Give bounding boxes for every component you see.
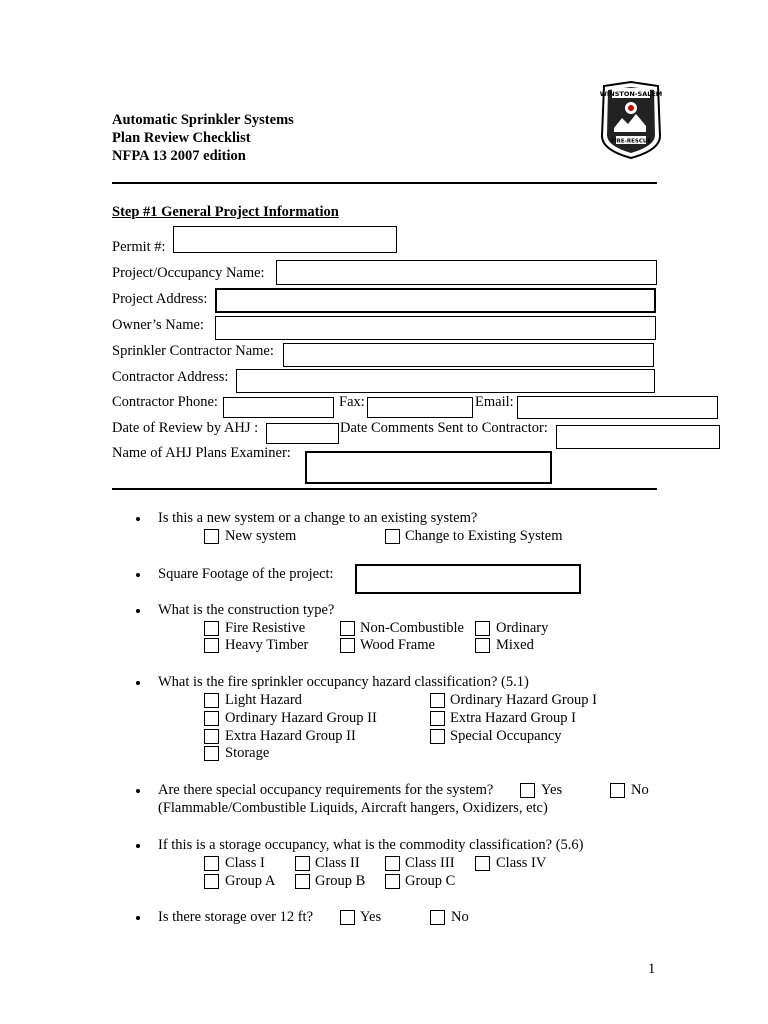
option-label: Group C xyxy=(405,873,456,889)
email-field[interactable] xyxy=(517,396,718,419)
checkbox-group-b[interactable] xyxy=(295,874,310,889)
checkbox-mixed[interactable] xyxy=(475,638,490,653)
checkbox-storage-yes[interactable] xyxy=(340,910,355,925)
logo-text-bottom: FIRE-RESCUE xyxy=(610,138,652,145)
option-label: Class I xyxy=(225,855,265,871)
permit-field[interactable] xyxy=(173,226,397,253)
option-label: Special Occupancy xyxy=(450,728,562,744)
square-footage-field[interactable] xyxy=(355,564,581,594)
bullet xyxy=(136,517,140,521)
option-label: Non-Combustible xyxy=(360,620,464,636)
q7-text: Is there storage over 12 ft? xyxy=(158,909,314,925)
owner-name-label: Owner’s Name: xyxy=(112,317,204,333)
checkbox-storage[interactable] xyxy=(204,746,219,761)
option-label: Fire Resistive xyxy=(225,620,306,636)
checkbox-ordinary[interactable] xyxy=(475,621,490,636)
option-label: No xyxy=(631,782,649,798)
option-label: Heavy Timber xyxy=(225,637,309,653)
option-label: Class II xyxy=(315,855,360,871)
bullet xyxy=(136,916,140,920)
project-address-label: Project Address: xyxy=(112,291,208,307)
page-number: 1 xyxy=(648,961,656,977)
title-line-3: NFPA 13 2007 edition xyxy=(112,148,246,164)
q1-text: Is this a new system or a change to an existing system? xyxy=(158,510,478,526)
occupancy-name-field[interactable] xyxy=(276,260,657,285)
date-review-field[interactable] xyxy=(266,423,339,444)
bullet xyxy=(136,681,140,685)
checkbox-fire-resistive[interactable] xyxy=(204,621,219,636)
q5-text: Are there special occupancy requirements for the system? xyxy=(158,782,494,798)
date-review-label: Date of Review by AHJ : xyxy=(112,420,259,436)
q3-text: What is the construction type? xyxy=(158,602,335,618)
fire-rescue-badge-logo xyxy=(598,80,664,160)
option-label: Ordinary Hazard Group I xyxy=(450,692,597,708)
contractor-phone-label: Contractor Phone: xyxy=(112,394,218,410)
option-label: Mixed xyxy=(496,637,534,653)
checkbox-storage-no[interactable] xyxy=(430,910,445,925)
project-address-field[interactable] xyxy=(215,288,656,313)
step1-heading: Step #1 General Project Information xyxy=(112,204,339,220)
title-line-1: Automatic Sprinkler Systems xyxy=(112,112,294,128)
permit-label: Permit #: xyxy=(112,239,166,255)
bullet xyxy=(136,789,140,793)
checkbox-class-4[interactable] xyxy=(475,856,490,871)
email-label: Email: xyxy=(475,394,514,410)
checkbox-ordinary-hazard-2[interactable] xyxy=(204,711,219,726)
checkbox-heavy-timber[interactable] xyxy=(204,638,219,653)
checkbox-special-occupancy[interactable] xyxy=(430,729,445,744)
bullet xyxy=(136,844,140,848)
option-label: No xyxy=(451,909,469,925)
checkbox-special-no[interactable] xyxy=(610,783,625,798)
date-comments-label: Date Comments Sent to Contractor: xyxy=(340,420,548,436)
checkbox-extra-hazard-1[interactable] xyxy=(430,711,445,726)
checkbox-light-hazard[interactable] xyxy=(204,693,219,708)
q6-text: If this is a storage occupancy, what is the commodity classification? (5.6) xyxy=(158,837,584,853)
q2-text: Square Footage of the project: xyxy=(158,566,334,582)
checkbox-extra-hazard-2[interactable] xyxy=(204,729,219,744)
logo-text-top: WINSTON-SALEM xyxy=(599,90,663,98)
q4-text: What is the fire sprinkler occupancy hazard classification? (5.1) xyxy=(158,674,529,690)
option-label: Wood Frame xyxy=(360,637,435,653)
checkbox-change-existing[interactable] xyxy=(385,529,400,544)
checkbox-ordinary-hazard-1[interactable] xyxy=(430,693,445,708)
option-label: Yes xyxy=(541,782,563,798)
option-label: Class III xyxy=(405,855,455,871)
option-label: New system xyxy=(225,528,297,544)
option-label: Storage xyxy=(225,745,270,761)
checkbox-non-combustible[interactable] xyxy=(340,621,355,636)
option-label: Ordinary Hazard Group II xyxy=(225,710,377,726)
option-label: Class IV xyxy=(496,855,547,871)
checkbox-group-a[interactable] xyxy=(204,874,219,889)
occupancy-name-label: Project/Occupancy Name: xyxy=(112,265,265,281)
title-line-2: Plan Review Checklist xyxy=(112,130,251,146)
checkbox-group-c[interactable] xyxy=(385,874,400,889)
option-label: Yes xyxy=(360,909,382,925)
option-label: Change to Existing System xyxy=(405,528,563,544)
contractor-address-field[interactable] xyxy=(236,369,655,393)
option-label: Light Hazard xyxy=(225,692,302,708)
fax-field[interactable] xyxy=(367,397,473,418)
checkbox-wood-frame[interactable] xyxy=(340,638,355,653)
contractor-phone-field[interactable] xyxy=(223,397,334,418)
contractor-name-label: Sprinkler Contractor Name: xyxy=(112,343,274,359)
q5-note: (Flammable/Combustible Liquids, Aircraft hangers, Oxidizers, etc) xyxy=(158,800,548,816)
examiner-field[interactable] xyxy=(305,451,552,484)
examiner-label: Name of AHJ Plans Examiner: xyxy=(112,445,291,461)
option-label: Group B xyxy=(315,873,366,889)
contractor-address-label: Contractor Address: xyxy=(112,369,229,385)
checkbox-class-2[interactable] xyxy=(295,856,310,871)
option-label: Extra Hazard Group I xyxy=(450,710,577,726)
fax-label: Fax: xyxy=(339,394,365,410)
option-label: Ordinary xyxy=(496,620,549,636)
checkbox-class-1[interactable] xyxy=(204,856,219,871)
bullet xyxy=(136,573,140,577)
checkbox-class-3[interactable] xyxy=(385,856,400,871)
option-label: Extra Hazard Group II xyxy=(225,728,356,744)
option-label: Group A xyxy=(225,873,276,889)
section-divider xyxy=(112,488,657,490)
header-divider xyxy=(112,182,657,184)
date-comments-field[interactable] xyxy=(556,425,720,449)
bullet xyxy=(136,609,140,613)
contractor-name-field[interactable] xyxy=(283,343,654,367)
owner-name-field[interactable] xyxy=(215,316,656,340)
checkbox-new-system[interactable] xyxy=(204,529,219,544)
checkbox-special-yes[interactable] xyxy=(520,783,535,798)
